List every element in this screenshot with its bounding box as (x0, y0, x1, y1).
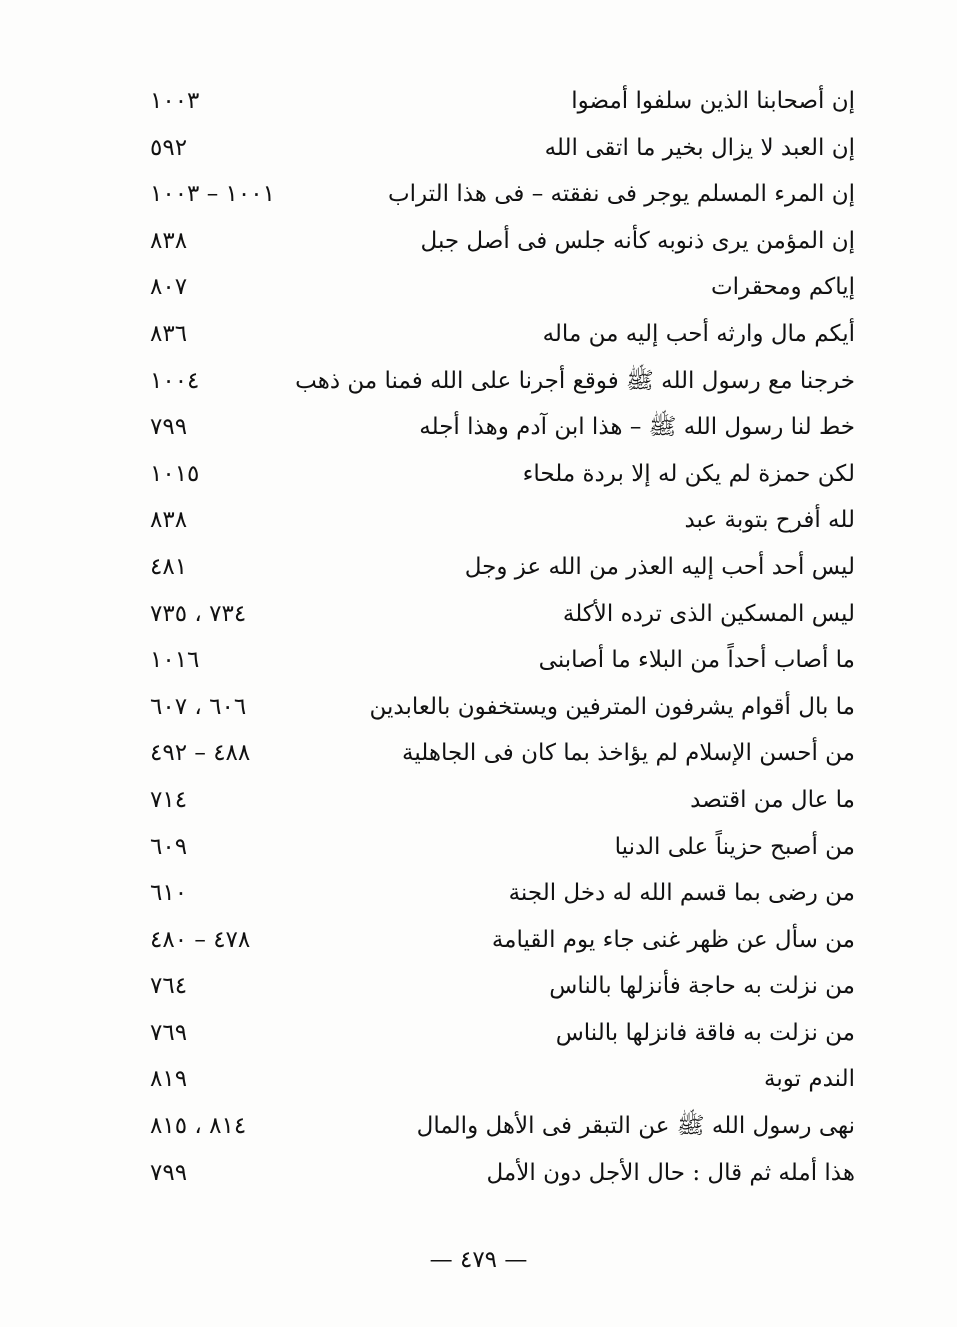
page-reference: ٨١٩ (150, 1066, 188, 1093)
page-reference: ١٠٠٤ (150, 367, 200, 394)
hadith-text: من سأل عن ظهر غنى جاء يوم القيامة (491, 926, 855, 953)
page-reference: ٨٠٧ (150, 274, 188, 301)
hadith-index-list (150, 78, 855, 1196)
hadith-text: الندم توبة (764, 1066, 855, 1093)
index-entry (150, 544, 855, 591)
index-entry (150, 730, 855, 777)
index-entry (150, 497, 855, 544)
page-reference: ١٠١٦ (150, 647, 200, 674)
page-reference: ٨١٤ ، ٨١٥ (150, 1113, 247, 1140)
hadith-text: هذا أمله ثم قال : حال الأجل دون الأمل (486, 1159, 855, 1186)
index-entry (150, 1056, 855, 1103)
page-reference: ١٠١٥ (150, 460, 200, 487)
hadith-text: إياكم ومحقرات (710, 274, 855, 301)
index-entry (150, 1150, 855, 1197)
index-entry (150, 404, 855, 451)
hadith-text: من أصبح حزيناً على الدنيا (614, 833, 855, 860)
index-entry (150, 78, 855, 125)
hadith-text: نهى رسول الله ﷺ عن التبقر فى الأهل والمال (416, 1113, 855, 1140)
index-entry (150, 591, 855, 638)
hadith-text: ما عال من اقتصد (690, 786, 855, 813)
hadith-text: من رضى بما قسم الله له دخل الجنة (508, 880, 855, 907)
page-reference: ٤٨١ (150, 553, 188, 580)
page-reference: ٦٠٦ ، ٦٠٧ (150, 693, 247, 720)
hadith-text: ليس المسكين الذى ترده الأكلة (562, 600, 855, 627)
index-entry (150, 311, 855, 358)
index-entry (150, 684, 855, 731)
index-entry (150, 1010, 855, 1057)
hadith-text: من نزلت به فاقة فانزلها بالناس (555, 1019, 855, 1046)
page-reference: ٤٨٨ – ٤٩٢ (150, 740, 251, 767)
hadith-text: ما بال أقوام يشرفون المترفين ويستخفون بالعابدين (369, 693, 855, 720)
hadith-text: ليس أحد أحب إليه العذر من الله عز وجل (464, 553, 855, 580)
index-entry (150, 218, 855, 265)
page-reference: ١٠٠١ – ١٠٠٣ (150, 181, 275, 208)
page-reference: ١٠٠٣ (150, 88, 200, 114)
index-entry (150, 264, 855, 311)
hadith-text: ما أصاب أحداً من البلاء ما أصابنى (538, 647, 855, 674)
hadith-text: إن العبد لا يزال بخير ما اتقى الله (544, 134, 855, 161)
page-reference: ٥٩٢ (150, 134, 188, 161)
hadith-text: أيكم مال وارثه أحب إليه من ماله (542, 320, 855, 347)
page-reference: ٧٦٩ (150, 1019, 188, 1046)
hadith-text: إن المؤمن يرى ذنوبه كأنه جلس فى أصل جبل (420, 227, 855, 254)
page-reference: ٦٠٩ (150, 833, 188, 860)
hadith-text: لله أفرح بتوبة عبد (684, 507, 855, 534)
hadith-text: خرجنا مع رسول الله ﷺ فوقع أجرنا على الله فمنا من ذهب (295, 367, 855, 394)
page-footer (0, 1240, 957, 1280)
index-entry (150, 824, 855, 871)
page-reference: ٧٦٤ (150, 973, 188, 1000)
page-reference: ٧٩٩ (150, 1159, 188, 1186)
index-entry (150, 1103, 855, 1150)
index-entry (150, 451, 855, 498)
hadith-text: إن أصحابنا الذين سلفوا أمضوا (571, 88, 855, 114)
hadith-text: لكن حمزة لم يكن له إلا بردة ملحاء (522, 460, 855, 487)
page-reference: ٦١٠ (150, 880, 188, 907)
page-reference: ٨٣٦ (150, 320, 188, 347)
page-reference: ٨٣٨ (150, 507, 188, 534)
page-reference: ٧٣٤ ، ٧٣٥ (150, 600, 247, 627)
index-entry (150, 917, 855, 964)
page-number: — ٤٧٩ — (429, 1247, 528, 1273)
page-reference: ٧٩٩ (150, 414, 188, 441)
index-entry (150, 637, 855, 684)
page-reference: ٨٣٨ (150, 227, 188, 254)
index-entry (150, 358, 855, 405)
index-entry (150, 870, 855, 917)
page-reference: ٧١٤ (150, 786, 188, 813)
hadith-text: خط لنا رسول الله ﷺ – هذا ابن آدم وهذا أجله (419, 414, 855, 441)
hadith-text: من نزلت به حاجة فأنزلها بالناس (549, 973, 855, 1000)
index-entry (150, 777, 855, 824)
index-entry (150, 125, 855, 172)
index-entry (150, 963, 855, 1010)
hadith-text: من أحسن الإسلام لم يؤاخذ بما كان فى الجاهلية (402, 740, 855, 767)
page-reference: ٤٧٨ – ٤٨٠ (150, 926, 251, 953)
hadith-text: إن المرء المسلم يوجر فى نفقته – فى هذا التراب (387, 181, 855, 208)
index-entry (150, 171, 855, 218)
